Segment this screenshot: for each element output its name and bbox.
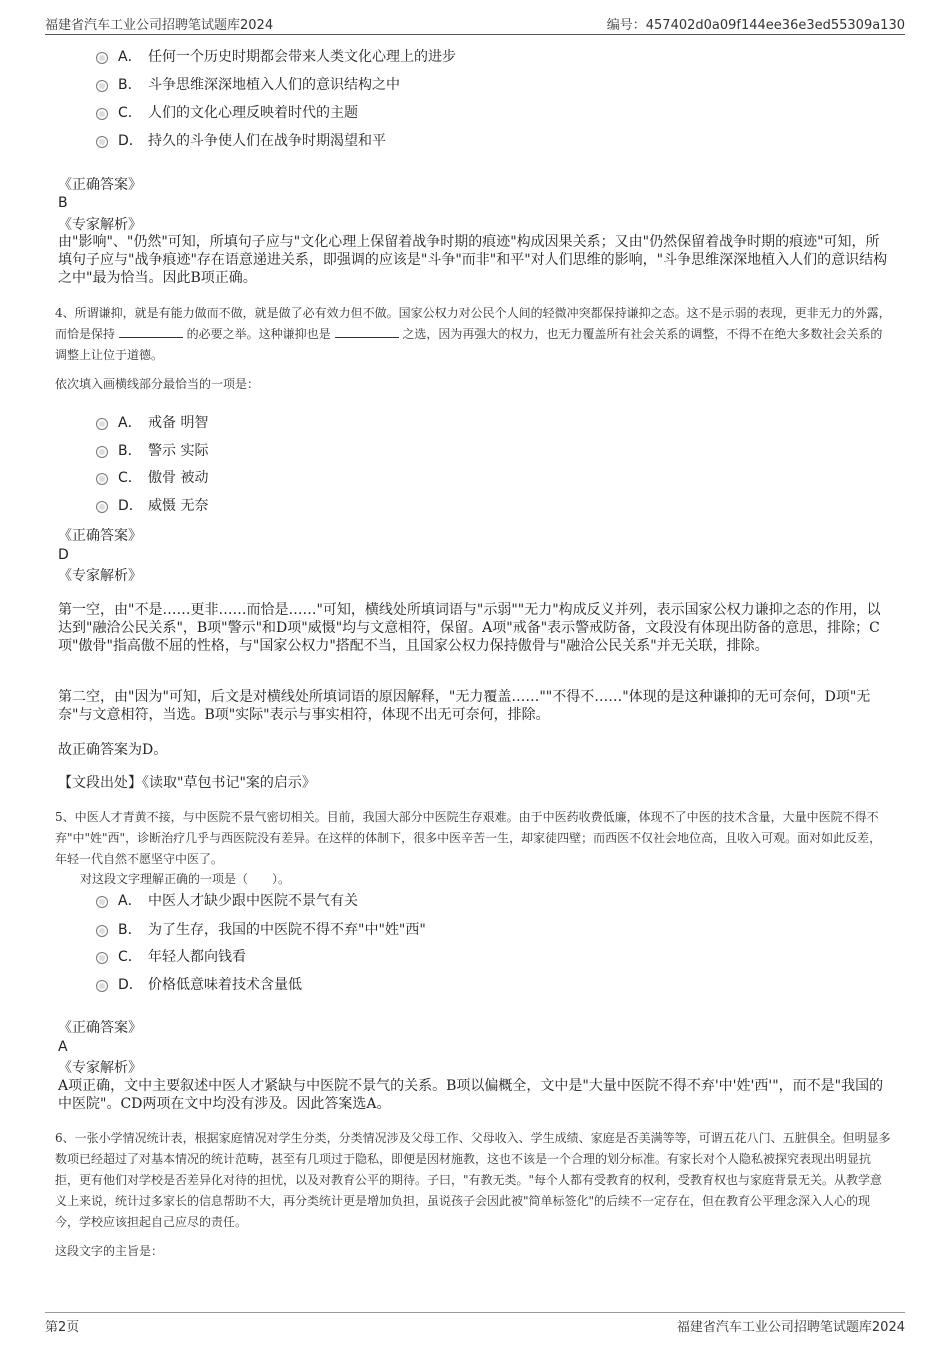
- q5-stem: 5、中医人才青黄不接，与中医院不景气密切相关。目前，我国大部分中医院生存艰难。由于中医药收费低廉，体现不了中医的技术含量，大量中医院不得不弃"中"姓"西"，诊断治疗几乎与西医院没有差异。在这样的体制下，很多中医辛苦一生，却家徒四壁；而西医不仅社会地位高，且收入可观。面对如此反差，年轻一代自然不愿坚守中医了。: [55, 810, 882, 866]
- q4-stem: 4、所谓谦抑，就是有能力做而不做，就是做了必有效力但不做。国家公权力对公民个人间的轻微冲突都保持谦抑之态。这不是示弱的表现，更非无力的外露，而恰是保持 的必要之举。这种谦抑也是 之选，因为再强大的权力，也无力覆盖所有社会关系的调整，不得不在绝大多数社会关系的调整上让位于道德。: [55, 306, 891, 362]
- q5-analysis-label: 《专家解析》: [58, 1060, 142, 1076]
- footer-title: 福建省汽车工业公司招聘笔试题库2024: [676, 1320, 905, 1335]
- blank-line-1: [119, 325, 183, 338]
- q3-answer-label: 《正确答案》: [58, 177, 142, 193]
- radio-icon[interactable]: [96, 925, 108, 937]
- q3-analysis-label: 《专家解析》: [58, 217, 142, 233]
- q3-analysis: 由"影响"、"仍然"可知，所填句子应与"文化心理上保留着战争时期的痕迹"构成因果关系；又由"仍然保留着战争时期的痕迹"可知，所填句子应与"战争痕迹"存在语意递进关系，即强调的应该是"斗争"而非"和平"对人们思维的影响，"斗争思维深深地植入人们的意识结构之中"最为恰当。因此B项正确。: [58, 234, 888, 286]
- q4-analysis-para2: 第二空，由"因为"可知，后文是对横线处所填词语的原因解释，"无力覆盖……""不得不……"体现的是这种谦抑的无可奈何，D项"无奈"与文意相符，当选。B项"实际"表示与事实相符，体现不出无可奈何，排除。: [58, 689, 871, 723]
- radio-icon[interactable]: [96, 446, 108, 458]
- q4-analysis-para1: 第一空，由"不是……更非……而恰是……"可知，横线处所填词语与"示弱""无力"构成反义并列，表示国家公权力谦抑之态的作用，以达到"融洽公民关系"，B项"警示"和D项"威慑"均与文意相符，保留。A项"戒备"表示警戒防备，文段没有体现出防备的意思，排除；C项"傲骨"指高傲不屈的性格，与"国家公权力"搭配不当，且国家公权力保持傲骨与"融洽公民关系"并无关联，排除。: [58, 602, 881, 654]
- page-header: [45, 14, 905, 35]
- q4-source: 【文段出处】《读取"草包书记"案的启示》: [58, 775, 316, 791]
- radio-icon[interactable]: [96, 896, 108, 908]
- q5-prompt: 对这段文字理解正确的一项是（ ）。: [80, 872, 291, 886]
- q4-prompt: 依次填入画横线部分最恰当的一项是：: [55, 377, 260, 391]
- radio-icon[interactable]: [96, 418, 108, 430]
- q6-stem: 6、一张小学情况统计表，根据家庭情况对学生分类，分类情况涉及父母工作、父母收入、学生成绩、家庭是否美满等等，可谓五花八门、五脏俱全。但明显多数项已经超过了对基本情况的统计范畴，甚至有几项过于隐私，即便是因材施教，这也不该是一个合理的划分标准。有家长对个人隐私被探究表现出明显抗拒，更有他们对学校是否差异化对待的担忧，以及对教育公平的期待。子曰，"有教无类。"每个人都有受教育的权利，受教育权也与家庭背景无关。从教学意义上来说，统计过多家长的信息帮助不大，再分类统计更是增加负担，虽说孩子会因此被"简单标签化"的后续不一定存在，但在教育公平理念深入人心的现今，学校应该担起自己应尽的责任。: [55, 1131, 891, 1229]
- page-footer: [45, 1312, 905, 1337]
- header-serial: 编号：457402d0a09f144ee36e3ed55309a130: [606, 18, 905, 33]
- radio-icon[interactable]: [96, 952, 108, 964]
- q5-answer: A: [58, 1039, 68, 1055]
- q4-answer-label: 《正确答案》: [58, 528, 142, 544]
- page-number: 第2页: [45, 1320, 80, 1335]
- radio-icon[interactable]: [96, 52, 108, 64]
- q5-answer-label: 《正确答案》: [58, 1020, 142, 1036]
- header-title: 福建省汽车工业公司招聘笔试题库2024: [45, 18, 274, 33]
- q3-answer: B: [58, 195, 68, 211]
- radio-icon[interactable]: [96, 473, 108, 485]
- q6-prompt: 这段文字的主旨是：: [55, 1244, 164, 1258]
- radio-icon[interactable]: [96, 501, 108, 513]
- q5-analysis: A项正确，文中主要叙述中医人才紧缺与中医院不景气的关系。B项以偏概全，文中是"大量中医院不得不弃'中'姓'西'"，而不是"我国的中医院"。CD两项在文中均没有涉及。因此答案选A。: [58, 1078, 884, 1112]
- radio-icon[interactable]: [96, 80, 108, 92]
- q4-analysis-label: 《专家解析》: [58, 568, 142, 584]
- radio-icon[interactable]: [96, 108, 108, 120]
- radio-icon[interactable]: [96, 980, 108, 992]
- q4-analysis-para3: 故正确答案为D。: [58, 742, 168, 758]
- radio-icon[interactable]: [96, 136, 108, 148]
- blank-line-2: [335, 325, 399, 338]
- q4-answer: D: [58, 547, 69, 563]
